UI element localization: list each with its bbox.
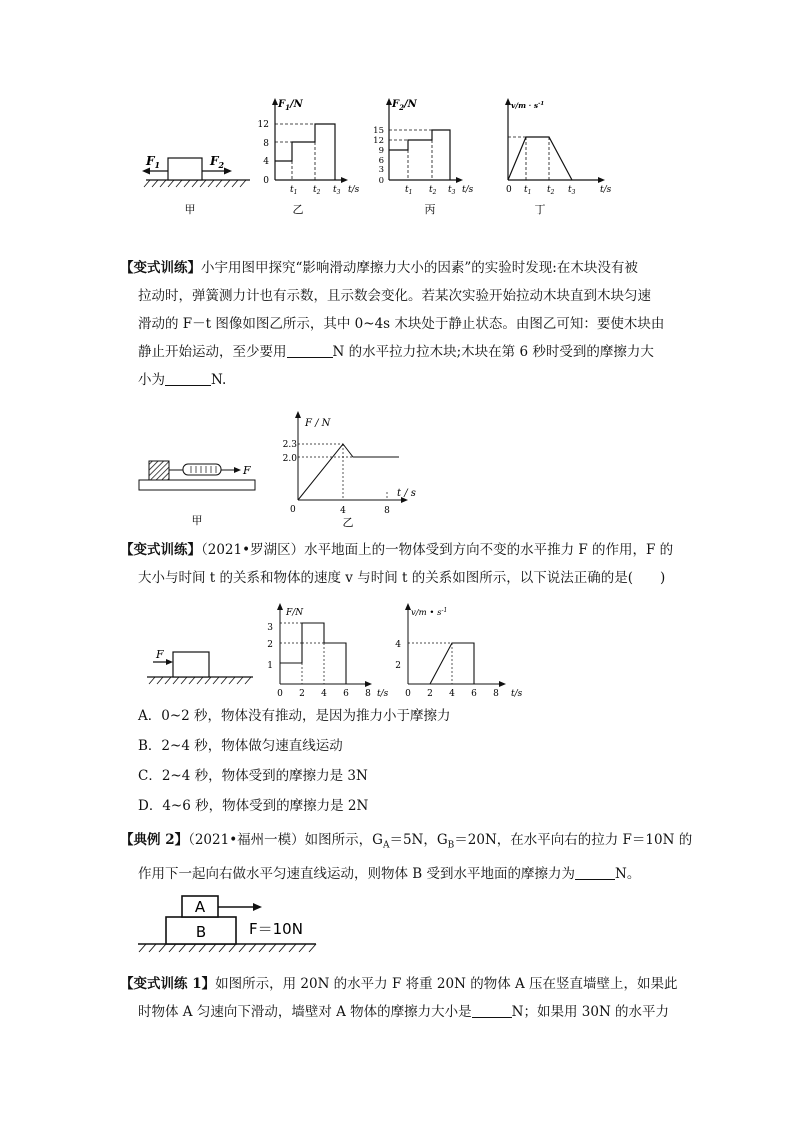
question-tag: 【变式训练】 <box>120 542 201 558</box>
svg-text:2.3: 2.3 <box>282 440 297 450</box>
option-a[interactable]: A．0~2 秒，物体没有推动，是因为推力小于摩擦力 <box>138 708 451 724</box>
svg-text:乙: 乙 <box>342 516 354 529</box>
svg-text:F＝10N: F＝10N <box>249 920 303 938</box>
svg-text:t/s: t/s <box>511 689 523 699</box>
figure-4 <box>136 890 326 962</box>
svg-text:2: 2 <box>395 661 401 671</box>
svg-text:丙: 丙 <box>424 203 436 216</box>
svg-text:4: 4 <box>263 157 269 167</box>
svg-text:4: 4 <box>449 689 455 699</box>
svg-text:8: 8 <box>263 139 269 149</box>
svg-text:F / N: F / N <box>305 418 331 429</box>
svg-text:F1/N: $F_1/N$ <box>278 99 303 112</box>
spring-scale-setup <box>139 461 255 527</box>
svg-text:2: 2 <box>299 689 305 699</box>
fig3-graph-velocity <box>395 603 522 699</box>
svg-text:12: 12 <box>257 120 269 130</box>
svg-text:t/s: t/s <box>377 689 389 699</box>
svg-text:6: 6 <box>378 156 384 166</box>
svg-text:t/s: t/s <box>600 185 612 195</box>
option-d[interactable]: D．4~6 秒，物体受到的摩擦力是 2N <box>138 798 369 814</box>
svg-text:15: 15 <box>373 126 384 136</box>
svg-text:4: 4 <box>340 506 346 516</box>
fig1-graph-yi <box>258 98 360 216</box>
svg-text:t3: $t_3$ <box>333 185 341 196</box>
example-2: 【典例 2】（2021•福州一模）如图所示，$G_A=5N$，$G_B=20N$，在水平向右的拉力 F＝10N 的 作用下一起向右做水平匀速直线运动，则物体 B 受到水平地面的摩擦力为 N。 <box>120 832 693 882</box>
svg-text:3: 3 <box>267 623 273 633</box>
svg-text:0: 0 <box>290 505 296 515</box>
question-variant-1: 【变式训练】小宇用图甲探究“影响滑动摩擦力大小的因素”的实验时发现:在木块没有被 拉动时，弹簧测力计也有示数，且示数会变化。若某次实验开始拉动木块直到木块匀速 滑动的 F－t 图像如图乙所示，其中 0~4s 木块处于静止状态。由图乙可知：要使木块由 静止开始运动，至少要用 N 的水平拉力拉木块;木块在第 6 秒时受到的摩擦力大 小为 N. <box>120 260 665 388</box>
figure-3 <box>143 602 528 700</box>
svg-text:t2: $t_2$ <box>547 185 555 196</box>
figure-1 <box>140 95 620 215</box>
stacked-blocks-diagram <box>138 896 316 952</box>
question-variant-3: 【变式训练 1】如图所示，用 20N 的水平力 F 将重 20N 的物体 A 压在竖直墙壁上，如果此 时物体 A 匀速向下滑动，墙壁对 A 物体的摩擦力大小是 N；如果用 30N 的水平力 <box>120 976 678 1020</box>
fig2-graph-yi <box>283 411 416 529</box>
question-variant-2: 【变式训练】（2021•罗湖区）水平地面上的一物体受到方向不变的水平推力 F 的作用，F 的 大小与时间 t 的关系和物体的速度 v 与时间 t 的关系如图所示，以下说法正确的是( ) <box>120 542 674 586</box>
answer-blank[interactable] <box>575 865 615 880</box>
svg-text:0: 0 <box>405 689 411 699</box>
answer-blank[interactable] <box>287 343 333 358</box>
option-c[interactable]: C．2~4 秒，物体受到的摩擦力是 3N <box>138 768 368 784</box>
fig1-graph-ding <box>505 98 612 216</box>
svg-text:8: 8 <box>384 506 390 516</box>
svg-text:2.0: 2.0 <box>282 454 297 464</box>
svg-text:12: 12 <box>373 136 384 146</box>
svg-text:t1: $t_1$ <box>290 185 298 196</box>
svg-text:0: 0 <box>263 176 269 186</box>
svg-text:8: 8 <box>493 689 499 699</box>
svg-text:t/s: t/s <box>348 185 360 195</box>
answer-blank[interactable] <box>165 371 211 386</box>
question-tag: 【变式训练 1】 <box>120 976 216 992</box>
svg-text:9: 9 <box>378 146 384 156</box>
svg-text:t/s: t/s <box>462 185 474 195</box>
svg-text:4: 4 <box>395 640 401 650</box>
svg-text:0: 0 <box>277 689 283 699</box>
svg-text:v/m • s-1: v/m • $s^{-1}$ <box>411 607 448 618</box>
svg-text:0: 0 <box>378 176 384 186</box>
svg-text:3: 3 <box>378 165 384 175</box>
svg-text:t3: $t_3$ <box>448 185 456 196</box>
svg-text:2: 2 <box>267 640 273 650</box>
svg-text:t1: $t_1$ <box>405 185 413 196</box>
svg-text:8: 8 <box>365 689 371 699</box>
f2-label: $F_2$ <box>210 154 225 170</box>
svg-text:F: F <box>156 648 164 661</box>
svg-text:6: 6 <box>343 689 349 699</box>
svg-text:F: F <box>243 464 251 477</box>
svg-text:t3: $t_3$ <box>568 185 576 196</box>
svg-text:0: 0 <box>506 185 512 195</box>
svg-text:丁: 丁 <box>534 203 546 216</box>
svg-text:F/N: F/N <box>286 608 304 618</box>
svg-text:A: A <box>194 898 206 916</box>
figure-2 <box>135 410 416 529</box>
question-tag: 【典例 2】 <box>120 832 189 848</box>
svg-text:2: 2 <box>427 689 433 699</box>
fig3-graph-force <box>267 603 388 699</box>
question-tag: 【变式训练】 <box>120 260 201 276</box>
svg-text:4: 4 <box>321 689 327 699</box>
svg-text:乙: 乙 <box>292 203 304 216</box>
jia-label: 甲 <box>184 203 196 216</box>
fig1-graph-bing <box>373 98 473 216</box>
fig1-block-diagram <box>142 154 250 216</box>
svg-text:6: 6 <box>471 689 477 699</box>
svg-text:v/m · s-1: $v/m \cdot s^{-1}$ <box>511 101 545 110</box>
push-diagram <box>147 648 253 684</box>
f1-label: $F_1$ <box>146 154 161 170</box>
svg-text:t / s: t / s <box>397 488 416 499</box>
svg-text:t2: $t_2$ <box>429 185 437 196</box>
svg-text:1: 1 <box>267 661 273 671</box>
svg-text:甲: 甲 <box>191 514 203 527</box>
answer-blank[interactable] <box>472 1003 512 1018</box>
svg-text:t1: $t_1$ <box>524 185 532 196</box>
option-b[interactable]: B．2~4 秒，物体做匀速直线运动 <box>138 738 343 754</box>
svg-text:B: B <box>195 923 207 941</box>
svg-text:t2: $t_2$ <box>313 185 321 196</box>
svg-text:F2/N: $F_2/N$ <box>392 99 417 112</box>
